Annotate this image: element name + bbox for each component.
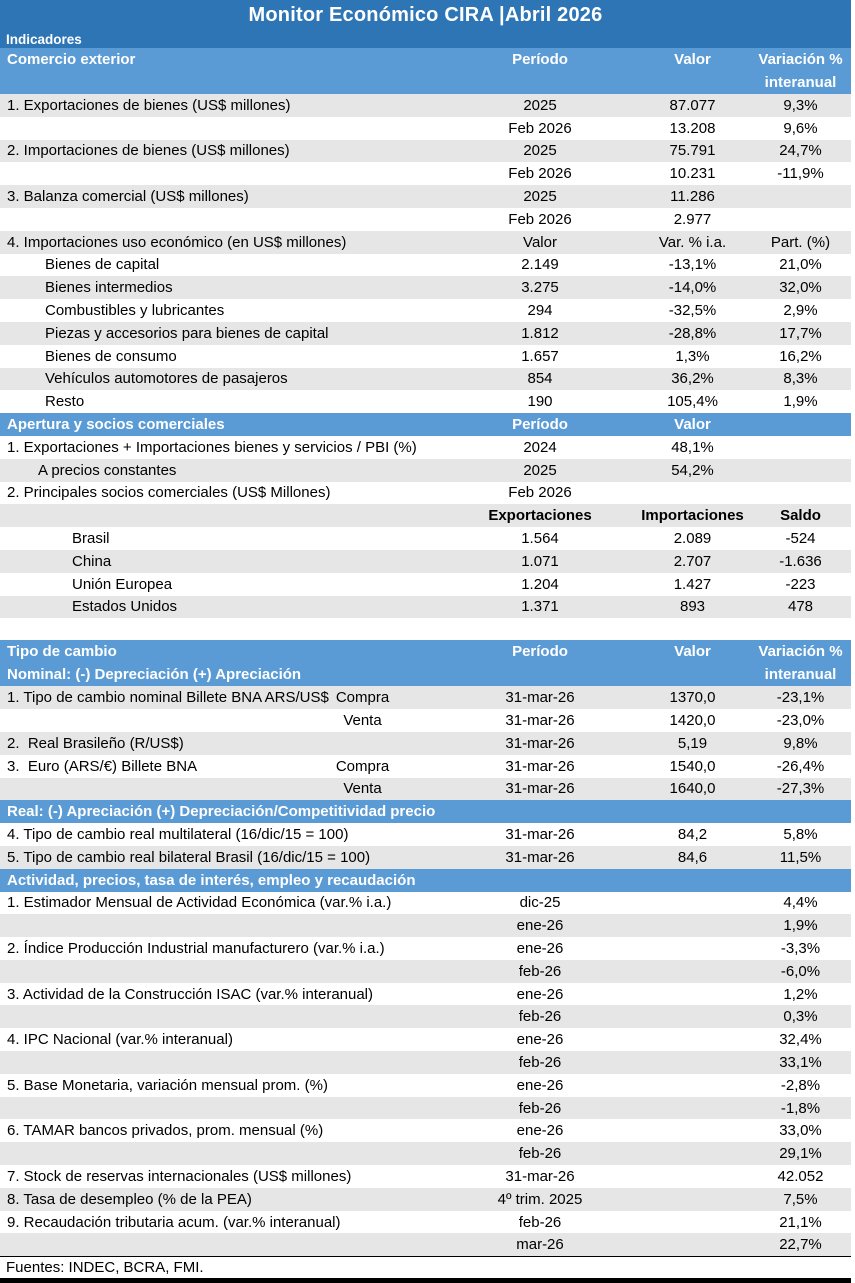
column-header-variacion: Variación % [758, 643, 843, 661]
cell-periodo: 190 [527, 393, 553, 411]
table-row [0, 254, 851, 277]
row-label [0, 1165, 445, 1188]
table-row [0, 686, 851, 709]
cell-variacion: 1,2% [783, 985, 818, 1003]
row-label [0, 778, 445, 801]
cell-variacion: -11,9% [777, 165, 824, 183]
cell-variacion: -223 [785, 575, 816, 593]
row-label-text: Estados Unidos [72, 598, 178, 616]
cell-periodo: 2025 [523, 142, 557, 160]
row-label-text: A precios constantes [38, 461, 177, 479]
header-spacer [0, 71, 445, 94]
cell-variacion: -1,8% [780, 1099, 821, 1117]
row-label [0, 436, 445, 459]
column-header-interanual: interanual [764, 666, 837, 684]
row-label-text: Bienes de capital [45, 256, 160, 274]
table-row [0, 937, 851, 960]
row-label-text: 2. Real Brasileño (R/US$) [7, 734, 184, 752]
cell-valor: 1540,0 [669, 757, 716, 775]
cell-periodo: 1.371 [521, 598, 559, 616]
section-header-label: Real: (-) Apreciación (+) Depreciación/Competitividad precio [7, 803, 436, 821]
row-label [0, 162, 445, 185]
section-subtitle-nominal: Nominal: (-) Depreciación (+) Apreciación [7, 666, 302, 684]
row-label-text: 2. Principales socios comerciales (US$ Millones) [7, 484, 331, 502]
cell-periodo: 1.564 [521, 530, 559, 548]
cell-valor: 54,2% [671, 461, 714, 479]
cell-periodo: 2025 [523, 96, 557, 114]
cell-valor: 5,19 [677, 734, 708, 752]
cell-periodo: feb-26 [518, 1145, 562, 1163]
column-header-periodo: Período [512, 51, 568, 68]
row-label [0, 1097, 445, 1120]
row-label [0, 368, 445, 391]
table-row [0, 276, 851, 299]
row-label-text: 1. Tipo de cambio nominal Billete BNA ARS/US$ [7, 689, 329, 707]
row-label-text: 3. Balanza comercial (US$ millones) [7, 188, 249, 206]
indicadores-label: Indicadores [0, 30, 851, 48]
table-row [0, 162, 851, 185]
cell-variacion: 21,1% [779, 1213, 822, 1231]
row-label-text: 2. Importaciones de bienes (US$ millones) [7, 142, 290, 160]
cell-valor: Var. % i.a. [658, 233, 727, 251]
table-row [0, 368, 851, 391]
bottom-border-bar [0, 1278, 851, 1283]
row-label-text: Unión Europea [72, 575, 173, 593]
row-label [0, 1119, 445, 1142]
cell-variacion: -26,4% [776, 757, 825, 775]
row-label [0, 345, 445, 368]
cell-valor: 48,1% [671, 438, 714, 456]
cell-valor: 75.791 [669, 142, 716, 160]
row-label [0, 846, 445, 869]
cell-valor: -13,1% [668, 256, 717, 274]
cell-periodo: dic-25 [519, 894, 561, 912]
row-label [0, 504, 445, 527]
cell-valor: 10.231 [669, 165, 716, 183]
cell-periodo: mar-26 [516, 1236, 564, 1254]
row-label-text: 2. Índice Producción Industrial manufacturero (var.% i.a.) [7, 939, 385, 957]
cell-variacion: 478 [787, 598, 814, 616]
table-row [0, 94, 851, 117]
table-row [0, 231, 851, 254]
row-label [0, 732, 445, 755]
cell-periodo: 31-mar-26 [505, 848, 575, 866]
cell-variacion: -23,1% [776, 689, 825, 707]
row-label [0, 140, 445, 163]
comercio-exterior-header [0, 48, 851, 94]
cell-periodo: Valor [523, 233, 557, 251]
cell-valor: 2.089 [673, 530, 712, 548]
cell-periodo: feb-26 [518, 1008, 562, 1026]
cell-valor: 1420,0 [669, 712, 716, 730]
cell-valor: Importaciones [641, 507, 744, 525]
section-header-row [0, 413, 851, 436]
cell-periodo: ene-26 [516, 1031, 564, 1049]
table-separator [0, 618, 851, 640]
row-label [0, 1142, 445, 1165]
row-label [0, 185, 445, 208]
row-sublabel: Compra [335, 757, 390, 775]
row-label [0, 960, 445, 983]
row-label-text: Combustibles y lubricantes [45, 302, 225, 320]
row-label [0, 322, 445, 345]
cell-variacion: 33,0% [779, 1122, 822, 1140]
cell-variacion: -2,8% [780, 1076, 821, 1094]
row-label [0, 94, 445, 117]
cell-periodo: 31-mar-26 [505, 1167, 575, 1185]
row-label [0, 823, 445, 846]
cell-periodo: ene-26 [516, 917, 564, 935]
cell-periodo: 1.812 [521, 324, 559, 342]
row-label-text: 5. Base Monetaria, variación mensual prom. (%) [7, 1076, 328, 1094]
row-label [0, 550, 445, 573]
table-row [0, 846, 851, 869]
row-label-text: China [72, 552, 112, 570]
row-sublabel: Venta [343, 780, 382, 798]
cell-periodo: 1.204 [521, 575, 559, 593]
table-row [0, 914, 851, 937]
column-header-variacion: Variación % [758, 51, 843, 68]
table-row [0, 983, 851, 1006]
column-header-interanual: interanual [764, 74, 837, 91]
cell-valor: 36,2% [671, 370, 714, 388]
table-row [0, 322, 851, 345]
row-label-text: 1. Exportaciones + Importaciones bienes y servicios / PBI (%) [7, 438, 417, 456]
section-title-comercio-exterior: Comercio exterior [7, 51, 136, 68]
section-header-row [0, 504, 851, 527]
row-label-text: Vehículos automotores de pasajeros [45, 370, 288, 388]
cell-variacion: 1,9% [783, 393, 818, 411]
row-label-text: Bienes de consumo [45, 347, 177, 365]
table-row [0, 482, 851, 505]
row-label [0, 1051, 445, 1074]
cell-variacion: 17,7% [779, 324, 822, 342]
table-row [0, 778, 851, 801]
cell-periodo: 31-mar-26 [505, 689, 575, 707]
table-tipo-de-cambio-actividad [0, 686, 851, 1256]
row-label [0, 1005, 445, 1028]
row-sublabel: Venta [343, 712, 382, 730]
cell-variacion: -3,3% [780, 939, 821, 957]
header-line-2 [0, 663, 851, 686]
cell-periodo: 1.071 [521, 552, 559, 570]
row-label [0, 937, 445, 960]
header-line-1 [0, 640, 851, 663]
table-row [0, 390, 851, 413]
row-label [0, 914, 445, 937]
cell-periodo: feb-26 [518, 962, 562, 980]
cell-valor: -14,0% [668, 279, 717, 297]
cell-periodo: 854 [527, 370, 553, 388]
row-label-text: 1. Estimador Mensual de Actividad Económica (var.% i.a.) [7, 894, 392, 912]
table-row [0, 550, 851, 573]
column-header-valor: Valor [674, 643, 711, 661]
cell-variacion: 8,3% [783, 370, 818, 388]
table-row [0, 117, 851, 140]
row-label [0, 686, 445, 709]
cell-valor: 2.707 [673, 552, 712, 570]
table-comercio-exterior [0, 94, 851, 618]
cell-variacion: 5,8% [783, 826, 818, 843]
section-header-row [0, 869, 851, 892]
table-row [0, 596, 851, 619]
row-label-text: Brasil [72, 530, 110, 548]
cell-periodo: 31-mar-26 [505, 780, 575, 798]
row-label-text: Piezas y accesorios para bienes de capital [45, 324, 329, 342]
header-line-1 [0, 48, 851, 71]
cell-variacion: -1.636 [779, 552, 822, 570]
cell-variacion: 21,0% [779, 256, 822, 274]
cell-valor: Valor [674, 416, 711, 434]
row-label-text: Resto [45, 393, 85, 411]
cell-variacion: 24,7% [779, 142, 822, 160]
cell-periodo: 294 [527, 302, 553, 320]
cell-valor: 2.977 [673, 210, 712, 228]
row-label [0, 276, 445, 299]
cell-variacion: 0,3% [783, 1008, 818, 1026]
cell-periodo: 31-mar-26 [505, 712, 575, 730]
cell-periodo: 2025 [523, 461, 557, 479]
cell-periodo: feb-26 [518, 1053, 562, 1071]
row-label [0, 892, 445, 915]
cell-variacion: 9,8% [783, 734, 818, 752]
table-row [0, 1119, 851, 1142]
cell-variacion: -6,0% [780, 962, 821, 980]
cell-valor: 105,4% [667, 393, 718, 411]
cell-periodo: Feb 2026 [508, 119, 572, 137]
cell-valor: 1370,0 [669, 689, 716, 707]
row-label [0, 1188, 445, 1211]
table-row [0, 208, 851, 231]
cell-periodo: 31-mar-26 [505, 757, 575, 775]
row-label [0, 254, 445, 277]
row-label [0, 117, 445, 140]
table-row [0, 345, 851, 368]
row-label [0, 709, 445, 732]
section-header-label: Actividad, precios, tasa de interés, empleo y recaudación [7, 871, 416, 889]
cell-valor: 87.077 [669, 96, 716, 114]
table-row [0, 1028, 851, 1051]
row-label [0, 1074, 445, 1097]
cell-periodo: feb-26 [518, 1099, 562, 1117]
cell-variacion: Saldo [780, 507, 821, 525]
cell-variacion: 29,1% [779, 1145, 822, 1163]
cell-valor: 1,3% [675, 347, 710, 365]
row-label [0, 482, 445, 505]
cell-periodo: 3.275 [521, 279, 559, 297]
row-label-text: 3. Actividad de la Construcción ISAC (var.% interanual) [7, 985, 374, 1003]
row-label [0, 573, 445, 596]
cell-periodo: 4º trim. 2025 [497, 1190, 583, 1208]
cell-valor: 11.286 [670, 188, 715, 206]
cell-variacion: 33,1% [779, 1053, 822, 1071]
row-label-text: 7. Stock de reservas internacionales (US$ millones) [7, 1167, 352, 1185]
sources-note: Fuentes: INDEC, BCRA, FMI. [0, 1256, 851, 1278]
cell-valor: 1.427 [673, 575, 712, 593]
table-row [0, 1165, 851, 1188]
row-label-text: 4. IPC Nacional (var.% interanual) [7, 1031, 233, 1049]
table-row [0, 185, 851, 208]
cell-periodo: 2025 [523, 188, 557, 206]
row-label [0, 755, 445, 778]
cell-variacion: 32,4% [779, 1031, 822, 1049]
cell-periodo: ene-26 [516, 1076, 564, 1094]
table-row [0, 436, 851, 459]
section-title-tipo-de-cambio: Tipo de cambio [7, 643, 117, 661]
cell-periodo: 31-mar-26 [505, 734, 575, 752]
cell-periodo: ene-26 [516, 939, 564, 957]
header-line-2 [0, 71, 851, 94]
row-label-text: 3. Euro (ARS/€) Billete BNA [7, 757, 198, 775]
row-label [0, 299, 445, 322]
row-label-text: Bienes intermedios [45, 279, 173, 297]
row-label-text: 9. Recaudación tributaria acum. (var.% interanual) [7, 1213, 341, 1231]
table-row [0, 1188, 851, 1211]
cell-periodo: 2024 [523, 438, 557, 456]
table-row [0, 1097, 851, 1120]
table-row [0, 459, 851, 482]
row-label [0, 1028, 445, 1051]
report-title: Monitor Económico CIRA |Abril 2026 [0, 0, 851, 30]
cell-periodo: feb-26 [518, 1213, 562, 1231]
table-row [0, 1005, 851, 1028]
table-row [0, 1074, 851, 1097]
table-row [0, 960, 851, 983]
table-row [0, 1142, 851, 1165]
cell-periodo: Feb 2026 [508, 165, 572, 183]
cell-periodo: Feb 2026 [508, 210, 572, 228]
cell-periodo: Feb 2026 [508, 484, 572, 502]
cell-variacion: 11,5% [779, 848, 822, 866]
table-row [0, 823, 851, 846]
row-label [0, 1211, 445, 1234]
row-label [0, 459, 445, 482]
table-row [0, 732, 851, 755]
cell-valor: -28,8% [668, 324, 717, 342]
cell-periodo: 1.657 [521, 347, 559, 365]
row-label [0, 596, 445, 619]
table-row [0, 299, 851, 322]
cell-variacion: 9,6% [783, 119, 818, 137]
table-row [0, 573, 851, 596]
cell-periodo: 31-mar-26 [505, 826, 575, 843]
cell-variacion: 4,4% [783, 894, 818, 912]
cell-periodo: ene-26 [516, 985, 564, 1003]
row-label-text: 1. Exportaciones de bienes (US$ millones) [7, 96, 291, 114]
cell-periodo: ene-26 [516, 1122, 564, 1140]
cell-variacion: 2,9% [783, 302, 818, 320]
row-label-text: 6. TAMAR bancos privados, prom. mensual (%) [7, 1122, 324, 1140]
cell-variacion: 7,5% [783, 1190, 818, 1208]
table-row [0, 892, 851, 915]
tipo-de-cambio-header [0, 640, 851, 686]
row-label [0, 413, 445, 436]
table-row [0, 1051, 851, 1074]
cell-variacion: -27,3% [776, 780, 825, 798]
row-label [0, 390, 445, 413]
section-header-row [0, 800, 851, 823]
cell-valor: 893 [679, 598, 706, 616]
column-header-periodo: Período [512, 643, 568, 661]
cell-valor: 13.208 [669, 119, 716, 137]
table-row [0, 140, 851, 163]
table-row [0, 1233, 851, 1256]
row-label [0, 231, 445, 254]
row-label-text: 5. Tipo de cambio real bilateral Brasil (16/dic/15 = 100) [7, 848, 371, 866]
table-row [0, 709, 851, 732]
cell-periodo: Exportaciones [488, 507, 592, 525]
cell-variacion: 42.052 [777, 1167, 824, 1185]
cell-variacion: Part. (%) [770, 233, 831, 251]
cell-variacion: 1,9% [783, 917, 818, 935]
row-label [0, 208, 445, 231]
row-label-text: 8. Tasa de desempleo (% de la PEA) [7, 1190, 252, 1208]
cell-valor: 84,6 [677, 848, 708, 866]
table-row [0, 527, 851, 550]
row-label [0, 527, 445, 550]
row-label-text: Apertura y socios comerciales [7, 416, 225, 434]
cell-valor: 1640,0 [669, 780, 716, 798]
column-header-valor: Valor [674, 51, 711, 68]
cell-variacion: 16,2% [779, 347, 822, 365]
row-label-text: 4. Importaciones uso económico (en US$ millones) [7, 233, 347, 251]
cell-valor: 84,2 [677, 826, 708, 843]
row-sublabel: Compra [335, 689, 390, 707]
cell-variacion: 22,7% [779, 1236, 822, 1254]
table-row [0, 1211, 851, 1234]
cell-variacion: 9,3% [783, 96, 818, 114]
table-row [0, 755, 851, 778]
row-label-text: 4. Tipo de cambio real multilateral (16/dic/15 = 100) [7, 826, 349, 843]
cell-valor: -32,5% [668, 302, 717, 320]
cell-variacion: 32,0% [779, 279, 822, 297]
cell-periodo: 2.149 [521, 256, 559, 274]
cell-periodo: Período [512, 416, 568, 434]
cell-variacion: -524 [785, 530, 816, 548]
cell-variacion: -23,0% [776, 712, 825, 730]
row-label [0, 983, 445, 1006]
row-label [0, 1233, 445, 1256]
